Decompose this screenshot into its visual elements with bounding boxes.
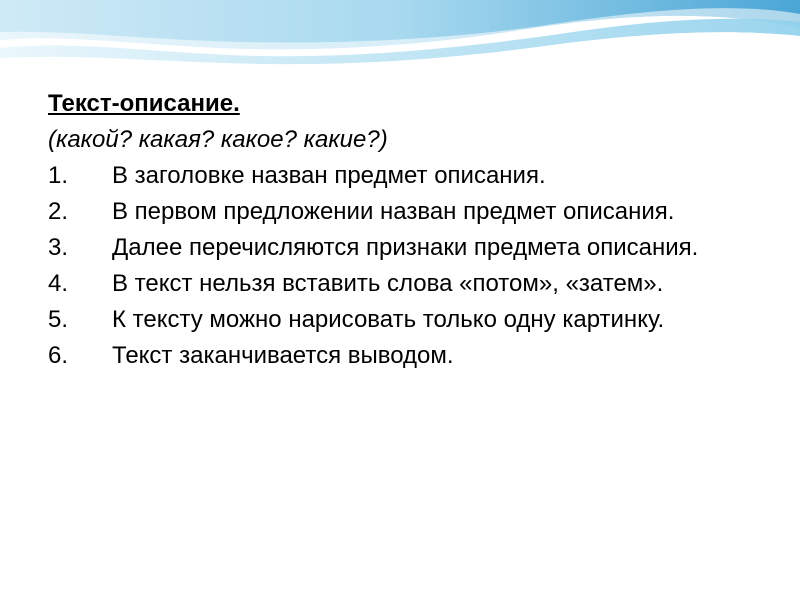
item-number: 3. [48, 234, 69, 261]
header-wave-decoration [0, 0, 800, 80]
slide-content [48, 86, 768, 374]
item-text: В текст нельзя вставить слова «потом», «затем». [112, 270, 664, 297]
item-text: Далее перечисляются признаки предмета описания. [112, 234, 699, 261]
slide-title: Текст-описание. [48, 90, 240, 117]
rules-list [48, 158, 768, 374]
item-text: В заголовке назван предмет описания. [112, 162, 546, 189]
item-number: 5. [48, 306, 69, 333]
list-item [48, 338, 768, 374]
item-number: 2. [48, 198, 69, 225]
list-item [48, 230, 768, 266]
item-text: Текст заканчивается выводом. [112, 342, 454, 369]
list-item [48, 158, 768, 194]
item-number: 6. [48, 342, 69, 369]
list-item [48, 194, 768, 230]
slide-subtitle: (какой? какая? какое? какие?) [48, 126, 388, 153]
list-item [48, 266, 768, 302]
list-item [48, 302, 768, 338]
item-number: 1. [48, 162, 69, 189]
item-text: В первом предложении назван предмет описания. [112, 198, 675, 225]
item-text: К тексту можно нарисовать только одну картинку. [112, 306, 665, 333]
item-number: 4. [48, 270, 69, 297]
